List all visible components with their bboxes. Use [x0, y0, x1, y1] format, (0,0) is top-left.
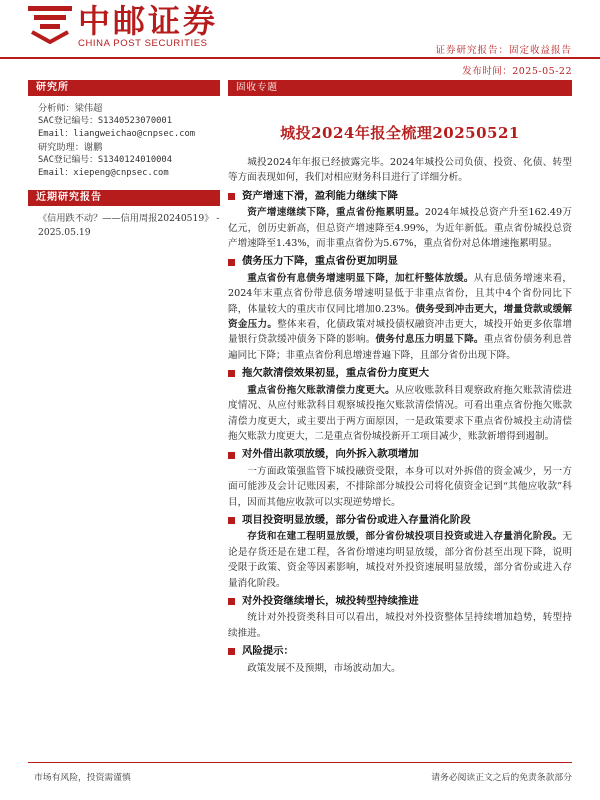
bullet-square-icon: [228, 648, 235, 655]
section-paragraph: 存货和在建工程明显放缓，部分省份城投项目投资或进入存量消化阶段。无论是存货还是在建工程，各省份增速均明显放缓，部分省份甚至出现下降，说明受限于政策、资金等因素影响，城投对外投资速展明显放缓，部分省份或进入存量消化阶段。: [228, 531, 572, 589]
recent-reports-heading: 近期研究报告: [28, 190, 220, 206]
section-paragraph: 统计对外投资类科目可以看出，城投对外投资整体呈持续增加趋势，转型持续推进。: [228, 612, 572, 639]
brand-name: 中邮证券: [78, 2, 219, 40]
bullet-square-icon: [228, 452, 235, 459]
section-heading: 资产增速下滑，盈利能力继续下降: [228, 189, 572, 204]
assistant-email[interactable]: Email：xiepeng@cnpsec.com: [38, 168, 169, 178]
section-paragraph: 一方面政策强监管下城投融资受限，本身可以对外拆借的资金减少，另一方面可能涉及会计记账因素，不排除部分城投公司将化债资金记到“其他应收款”科目，因而其他应收款可以实现逆势增长。: [228, 465, 572, 508]
bullet-square-icon: [228, 598, 235, 605]
section-heading: 对外投资继续增长，城投转型持续推进: [228, 594, 572, 609]
sidebar: [28, 80, 220, 239]
section-heading: 债务压力下降，重点省份更加明显: [228, 254, 572, 269]
research-institute-heading: 研究所: [28, 80, 220, 96]
brand-name-english: CHINA POST SECURITIES: [78, 38, 208, 49]
recent-report-link[interactable]: 《信用跌不动？——信用周报20240519》 - 2025.05.19: [38, 213, 220, 238]
bullet-square-icon: [228, 259, 235, 266]
publish-date: 发布时间：2025-05-22: [462, 66, 572, 77]
assistant-name: 研究助理：谢鹏: [38, 142, 103, 153]
main-content: [228, 80, 572, 676]
footer-disclaimer: 请务必阅读正文之后的免责条款部分: [431, 773, 572, 783]
section-paragraph: 资产增速继续下降，重点省份拖累明显。2024年城投总资产升至162.49万亿元，创历史新高，但总资产增速降至4.99%，为近年新低。重点省份城投总资产增速降至1.43%，而非重点省份为5.67%，重点省份对总体增速拖累明显。: [228, 207, 573, 250]
header-divider: [0, 57, 600, 59]
report-body: [228, 155, 572, 676]
report-title: 城投2024年报全梳理20250521: [280, 124, 520, 142]
risk-paragraph: 政策发展不及预期，市场波动加大。: [247, 662, 401, 674]
section-heading: 风险提示：: [228, 644, 572, 659]
china-post-logo-icon: [28, 2, 72, 44]
section-heading: 项目投资明显放缓，部分省份或进入存量消化阶段: [228, 513, 572, 528]
section-heading: 对外借出款项放缓，向外拆入款项增加: [228, 447, 572, 462]
footer-risk-notice: 市场有风险，投资需谨慎: [34, 773, 131, 783]
report-type: 证券研究报告：固定收益报告: [435, 45, 572, 56]
section-heading: 拖欠款清偿效果初显，重点省份力度更大: [228, 366, 572, 381]
assistant-sac: SAC登记编号：S1340124010004: [38, 155, 173, 165]
analyst-name: 分析师：梁伟超: [38, 103, 103, 114]
footer-divider: [28, 762, 572, 763]
intro-paragraph: 城投2024年年报已经披露完毕。2024年城投公司负债、投资、化债、转型等方面表现如何，我们对相应财务科目进行了详细分析。: [228, 157, 572, 184]
page-header: [0, 0, 600, 77]
section-paragraph: 重点省份有息债务增速明显下降，加杠杆整体放缓。从有息债务增速来看，2024年末重点省份带息债务增速明显低于非重点省份，且其中4个省份同比下降，体量较大的重庆市仅同比增加0.23%。债务受到冲击更大，增量贷款或缓解资金压力。整体来看，化债政策对城投债权融资冲击更大，城投开始更多依靠增量银行贷款缓冲债务下降的影响。债务付息压力明显下降。重点省份债务利息普遍同比下降；非重点省份利息增速普遍下降，且部分省份出现下降。: [228, 272, 573, 361]
analyst-sac: SAC登记编号：S1340523070001: [38, 116, 173, 126]
bullet-square-icon: [228, 517, 235, 524]
analyst-info: [28, 96, 220, 190]
topic-tag: 固收专题: [228, 80, 572, 96]
analyst-email[interactable]: Email：liangweichao@cnpsec.com: [38, 129, 196, 139]
section-paragraph: 重点省份拖欠账款清偿力度更大。从应收账款科目观察政府拖欠账款清偿进度情况、从应付账款科目观察城投拖欠账款清偿情况。可看出重点省份拖欠账款清偿力度更大，或主要出于两方面原因，一是政策要求下重点省份城投主动清偿拖欠账款力度更大，二是重点省份城投新开工项目减少，账款新增得到遏制。: [228, 384, 573, 442]
bullet-square-icon: [228, 370, 235, 377]
bullet-square-icon: [228, 193, 235, 200]
